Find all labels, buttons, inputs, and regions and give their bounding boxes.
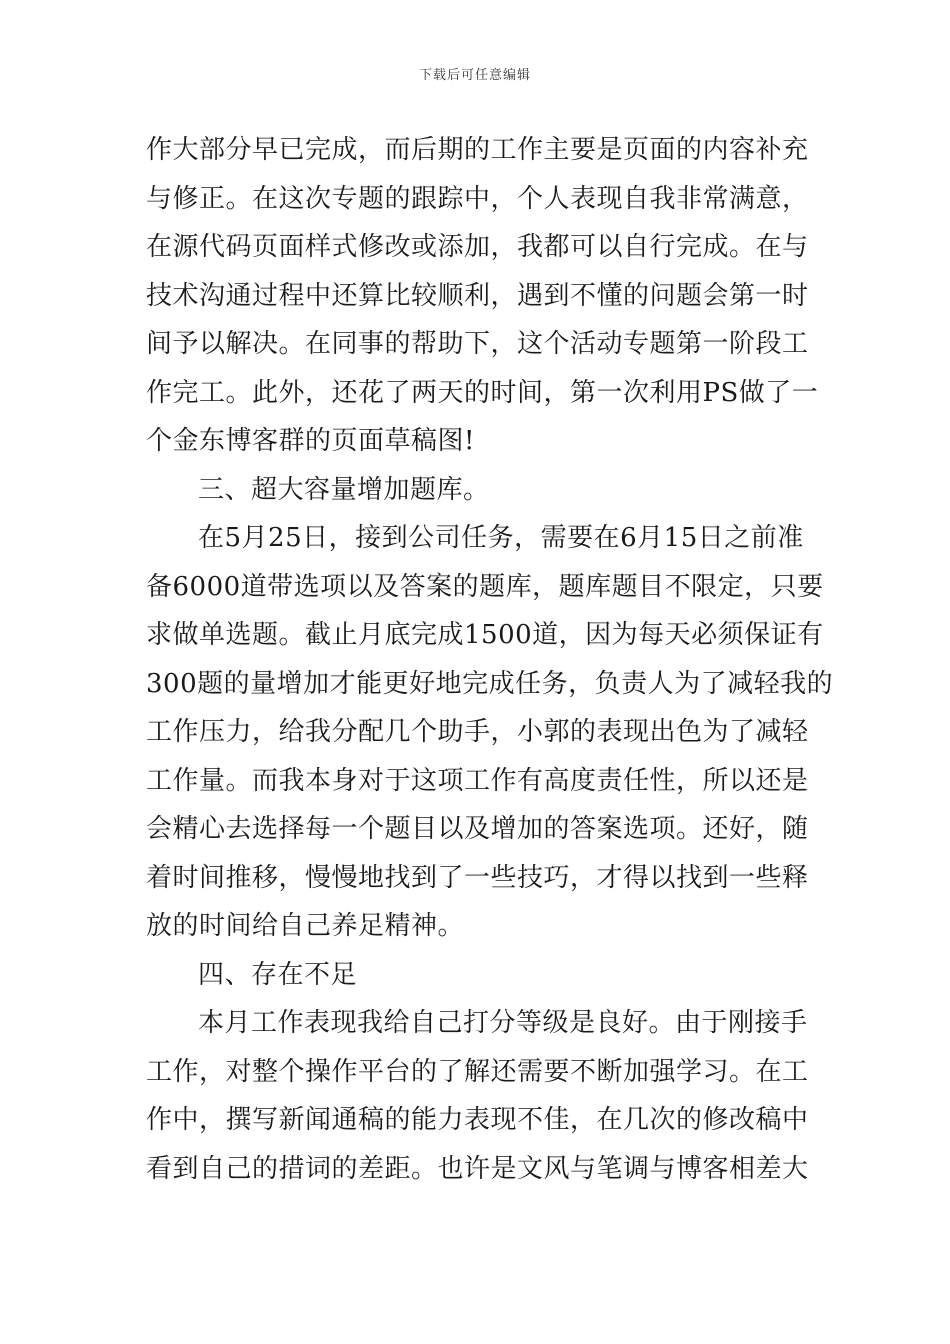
paragraph-line: 300题的量增加才能更好地完成任务，负责人为了减轻我的	[146, 668, 834, 699]
paragraph-line: 本月工作表现我给自己打分等级是良好。由于刚接手	[198, 1008, 808, 1038]
paragraph-line: 与修正。在这次专题的跟踪中，个人表现自我非常满意，	[146, 183, 809, 214]
paragraph-line: 备6000道带选项以及答案的题库，题库题目不限定，只要	[146, 571, 824, 602]
paragraph-line: 技术沟通过程中还算比较顺利，遇到不懂的问题会第一时	[146, 280, 809, 311]
paragraph-line: 个金东博客群的页面草稿图!	[146, 426, 475, 456]
section-heading: 四、存在不足	[198, 959, 358, 990]
paragraph-line: 着时间推移，慢慢地找到了一些技巧，才得以找到一些释	[146, 862, 809, 893]
paragraph-line: 会精心去选择每一个题目以及增加的答案选项。还好，随	[146, 814, 809, 844]
paragraph-line: 作中，撰写新闻通稿的能力表现不佳，在几次的修改稿中	[146, 1105, 809, 1135]
paragraph-line: 放的时间给自己养足精神。	[146, 911, 465, 941]
section-heading: 三、超大容量增加题库。	[198, 474, 490, 505]
paragraph-line: 看到自己的措词的差距。也许是文风与笔调与博客相差大	[146, 1153, 809, 1184]
paragraph-line: 工作，对整个操作平台的了解还需要不断加强学习。在工	[146, 1056, 809, 1087]
paragraph-line: 作大部分早已完成，而后期的工作主要是页面的内容补充	[146, 135, 809, 165]
paragraph-line: 间予以解决。在同事的帮助下，这个活动专题第一阶段工	[146, 329, 809, 359]
paragraph-line: 在5月25日，接到公司任务，需要在6月15日之前准	[198, 523, 804, 553]
paragraph-line: 工作压力，给我分配几个助手，小郭的表现出色为了减轻	[146, 717, 809, 747]
paragraph-line: 在源代码页面样式修改或添加，我都可以自行完成。在与	[146, 232, 809, 262]
paragraph-line: 工作量。而我本身对于这项工作有高度责任性，所以还是	[146, 765, 809, 796]
paragraph-line: 作完工。此外，还花了两天的时间，第一次利用PS做了一	[146, 377, 819, 408]
paragraph-line: 求做单选题。截止月底完成1500道，因为每天必须保证有	[146, 620, 824, 650]
document-body	[146, 126, 834, 1193]
page-header: 下载后可任意编辑	[418, 68, 531, 83]
